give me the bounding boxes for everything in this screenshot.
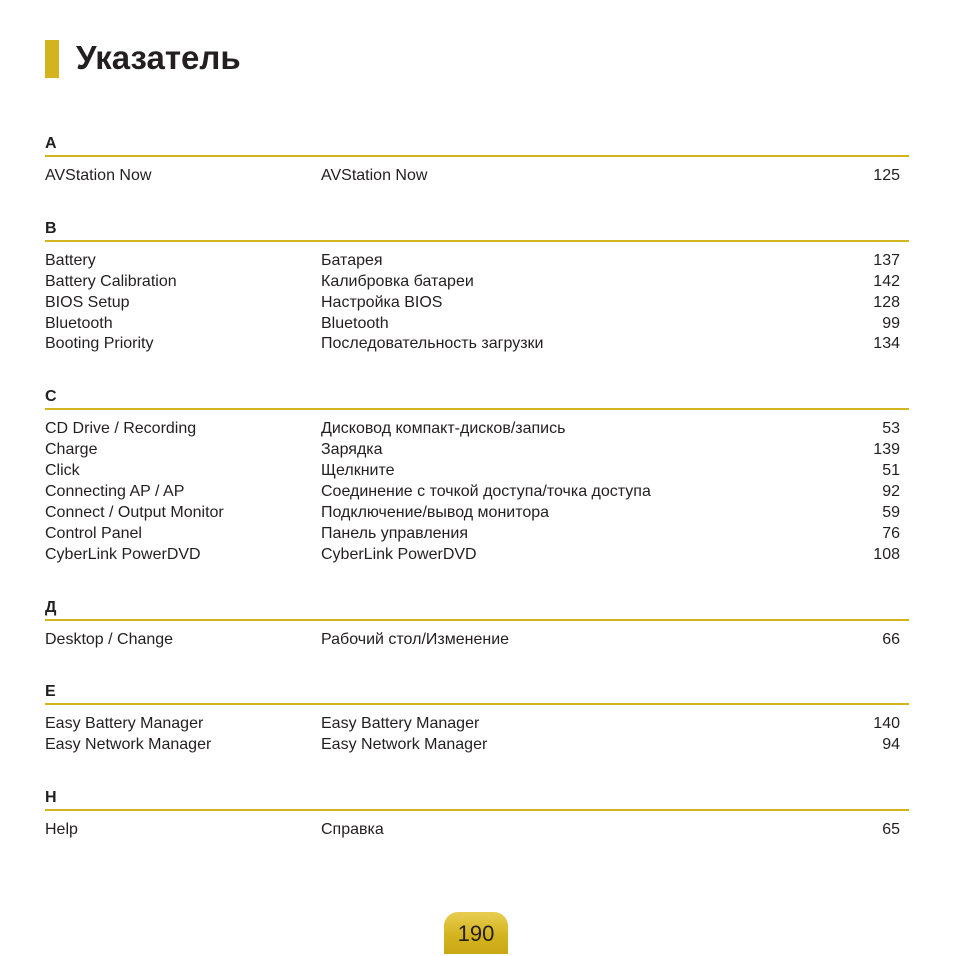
entry-page-number: 65 [882,821,900,839]
entry-russian-term: Настройка BIOS [321,293,443,311]
index-section [45,386,909,565]
entry-english-term: Desktop / Change [45,630,174,648]
section-letter: A [45,133,909,157]
entry-russian-term: Щелкните [321,462,395,480]
section-entries [45,410,909,565]
entry-page-number: 140 [873,715,900,733]
entry-english-term: Help [45,821,78,839]
entry-english-term: Control Panel [45,524,142,542]
section-letter: H [45,787,909,811]
entry-russian-term: Рабочий стол/Изменение [321,630,510,648]
entry-russian-term: Последовательность загрузки [321,335,544,353]
entry-english-term: Bluetooth [45,314,113,332]
section-letter: B [45,218,909,242]
section-entries [45,242,909,355]
entry-page-number: 142 [873,272,900,290]
section-entries [45,705,909,756]
entry-english-term: Connect / Output Monitor [45,503,224,521]
index-entry [45,820,909,841]
entry-page-number: 66 [882,630,900,648]
index-entry [45,503,909,524]
entry-page-number: 53 [882,420,900,438]
entry-page-number: 76 [882,524,900,542]
title-accent-bar [45,40,59,78]
entry-english-term: Battery [45,251,96,269]
entry-english-term: CD Drive / Recording [45,420,197,438]
page-number-badge: 190 [444,912,508,954]
index-entry [45,524,909,545]
entry-russian-term: Easy Battery Manager [321,715,480,733]
index-entry [45,166,909,187]
entry-russian-term: Зарядка [321,441,383,459]
entry-russian-term: Bluetooth [321,314,389,332]
entry-english-term: Click [45,462,80,480]
index-entry [45,293,909,314]
index-section [45,133,909,187]
entry-english-term: BIOS Setup [45,293,130,311]
entry-page-number: 125 [873,167,900,184]
index-entry [45,461,909,482]
index-entry [45,272,909,293]
index-list [45,133,909,872]
entry-english-term: AVStation Now [45,167,152,184]
section-entries [45,811,909,841]
entry-russian-term: Подключение/вывод монитора [321,503,550,521]
entry-russian-term: Easy Network Manager [321,736,488,754]
entry-russian-term: Соединение с точкой доступа/точка доступа [321,483,651,501]
index-entry [45,714,909,735]
entry-russian-term: Батарея [321,251,383,269]
entry-english-term: Easy Network Manager [45,736,212,754]
entry-russian-term: Дисковод компакт-дисков/запись [321,420,566,438]
index-entry [45,482,909,503]
entry-page-number: 92 [882,483,900,501]
index-section [45,681,909,756]
section-letter: E [45,681,909,705]
entry-page-number: 99 [882,314,900,332]
index-entry [45,735,909,756]
section-entries [45,621,909,651]
index-section [45,218,909,355]
entry-english-term: Easy Battery Manager [45,715,204,733]
entry-page-number: 134 [873,335,900,353]
index-entry [45,419,909,440]
entry-english-term: Charge [45,441,98,459]
section-letter: C [45,386,909,410]
entry-page-number: 137 [873,251,900,269]
entry-russian-term: Калибровка батареи [321,272,474,290]
page-title: Указатель [76,39,241,76]
entry-page-number: 94 [882,736,900,754]
entry-page-number: 139 [873,441,900,459]
index-entry [45,440,909,461]
section-entries [45,157,909,187]
entry-english-term: Battery Calibration [45,272,177,290]
entry-english-term: Connecting AP / AP [45,483,185,501]
entry-russian-term: CyberLink PowerDVD [321,545,477,563]
index-entry [45,545,909,566]
section-letter: Д [45,597,909,621]
index-section [45,787,909,841]
entry-russian-term: Панель управления [321,524,468,542]
index-entry [45,251,909,272]
entry-english-term: Booting Priority [45,335,154,353]
index-section [45,597,909,651]
entry-russian-term: Справка [321,821,384,839]
index-entry [45,314,909,335]
entry-page-number: 128 [873,293,900,311]
entry-english-term: CyberLink PowerDVD [45,545,201,563]
entry-page-number: 51 [882,462,900,480]
index-entry [45,630,909,651]
index-entry [45,334,909,355]
entry-russian-term: AVStation Now [321,167,428,184]
entry-page-number: 59 [882,503,900,521]
entry-page-number: 108 [873,545,900,563]
